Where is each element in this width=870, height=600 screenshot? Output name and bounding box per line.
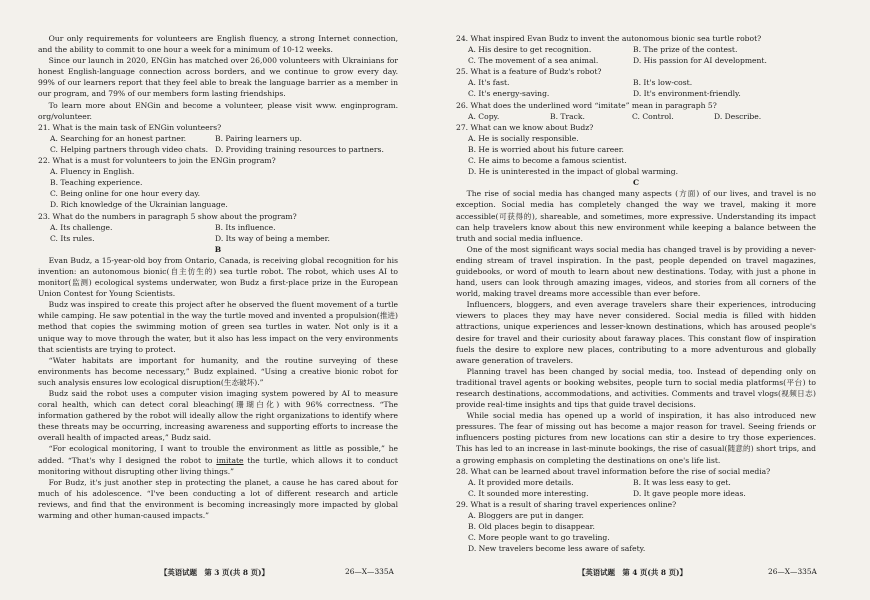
paragraph: Our only requirements for volunteers are English fluency, a strong Internet connection, and the ability to commit to one hour a week for a minimum of 10-12 weeks.: [38, 34, 398, 55]
option: C. It's energy-saving.: [468, 89, 550, 99]
paragraph: The rise of social media has changed many aspects (方面) of our lives, and travel is no exception. Social media has completely changed the way we travel, making it more accessible(可获得的), shareable, and sometimes, more expressive. Understanding its impact can help travelers know about this new environment while keeping a balance between the truth and social media influence.: [456, 189, 816, 243]
option: A. It's fast.: [468, 78, 510, 88]
option: B. Pairing learners up.: [215, 133, 302, 143]
option: B. Teaching experience.: [50, 178, 143, 188]
paragraph: Since our launch in 2020, ENGin has matched over 26,000 volunteers with Ukrainians for honest English-language connection across borders, and we continue to grow every day. 99% of our learners report that they feel able to break the language barrier as a member in our program, and 79% of our members form lasting friendships.: [38, 56, 398, 99]
paragraph: While social media has opened up a world of inspiration, it has also introduced new pressures. The fear of missing out has become a major reason for travel. Seeing friends or influencers posting pictures from new locations can stir a desire to try those experiences. This has led to an increase in last-minute bookings, the rise of casual(随意的) short trips, and a growing emphasis on completing the destinations on one's life list.: [456, 411, 816, 465]
exam-code-right: 26—X—335A: [768, 567, 817, 576]
paragraph: Evan Budz, a 15-year-old boy from Ontario, Canada, is receiving global recognition for his invention: an autonomous bionic(自主仿生的) sea turtle robot. The robot, which uses AI to monitor(监测) ecological systems underwater, won Budz a first-place prize in the European Union Contest for Young Scientists.: [38, 255, 398, 299]
option: B. Track.: [550, 111, 585, 121]
question-28-options: [456, 477, 816, 499]
option: C. The movement of a sea animal.: [468, 56, 599, 66]
option: D. His passion for AI development.: [633, 56, 767, 66]
option: A. His desire to get recognition.: [468, 45, 592, 55]
question-21-options: [38, 133, 398, 155]
option: A. Searching for an honest partner.: [50, 133, 187, 143]
option: A. Copy.: [468, 111, 500, 121]
question-22-options: [38, 166, 398, 210]
option: A. Its challenge.: [50, 222, 113, 232]
paragraph-part: “For ecological monitoring, I want to trouble the environment as little as possible,” he added. “That's why I designed the robot to: [38, 444, 398, 465]
left-page-column: [38, 33, 398, 521]
paragraph: Budz was inspired to create this project after he observed the fluent movement of a turtle while camping. He saw potential in the way the turtle moved and invented a propulsion(推进) method that copies the swimming motion of green sea turtles in water. Not only is it a unique way to move through the water, but it also has less impact on the very environments that scientists are trying to protect.: [38, 300, 398, 354]
option: D. New travelers become less aware of safety.: [468, 544, 646, 554]
question-27-stem: 27. What can we know about Budz?: [456, 122, 594, 132]
option: C. He aims to become a famous scientist.: [468, 156, 627, 166]
option: D. It's environment-friendly.: [633, 89, 741, 99]
option: B. It's low-cost.: [633, 78, 693, 88]
question-28-stem: 28. What can be learned about travel information before the rise of social media?: [456, 466, 771, 476]
paragraph: Influencers, bloggers, and even average travelers share their experiences, introducing viewers to places they may have never considered. Social media is filled with hidden attractions, unique experiences and lesser-known destinations, which has aroused people's desire for travel and their curiosity about faraway places. This constant flow of inspiration fuels the desire to explore new places, contributing to a more adventurous and globally aware generation of travelers.: [456, 300, 816, 365]
option: B. It was less easy to get.: [633, 477, 731, 487]
option: D. He is uninterested in the impact of global warming.: [468, 167, 679, 177]
question-21-stem: 21. What is the main task of ENGin volunteers?: [38, 122, 222, 132]
option: B. The prize of the contest.: [633, 45, 738, 55]
option: C. Its rules.: [50, 233, 95, 243]
option: C. More people want to go traveling.: [468, 533, 610, 543]
right-page-column: [456, 33, 816, 554]
option: A. He is socially responsible.: [468, 133, 579, 143]
option: B. Old places begin to disappear.: [468, 522, 595, 532]
page-footer-left: 【英语试题 第 3 页(共 8 页)】: [160, 568, 269, 577]
option: C. Control.: [632, 111, 674, 121]
option: D. Its way of being a member.: [215, 233, 330, 243]
paragraph: Budz said the robot uses a computer vision imaging system powered by AI to measure coral health, which can detect coral bleaching(珊瑚白化) with 96% correctness. “The information gathered by the robot will ideally allow the right organizations to identify where these threats may be occurring, increasing awareness and supporting efforts to increase the overall health of impacted areas,” Budz said.: [38, 389, 398, 443]
option: C. Being online for one hour every day.: [50, 189, 201, 199]
option: D. Describe.: [714, 111, 762, 121]
question-24-stem: 24. What inspired Evan Budz to invent the autonomous bionic sea turtle robot?: [456, 34, 762, 43]
question-25-stem: 25. What is a feature of Budz's robot?: [456, 67, 602, 77]
option: D. Rich knowledge of the Ukrainian language.: [50, 200, 228, 210]
question-27-options: [456, 133, 816, 177]
option: C. It sounded more interesting.: [468, 488, 589, 498]
paragraph: To learn more about ENGin and become a volunteer, please visit www. enginprogram. org/volunteer.: [38, 100, 398, 121]
option: A. Fluency in English.: [50, 167, 135, 177]
question-23-stem: 23. What do the numbers in paragraph 5 show about the program?: [38, 211, 297, 221]
option: B. Its influence.: [215, 222, 276, 232]
question-24-options: [456, 44, 816, 66]
paragraph: “Water habitats are important for humanity, and the routine surveying of these environments has become necessary,” Budz explained. “Using a creative bionic robot for such analysis ensures low ecological disruption(生态破坏).”: [38, 355, 398, 387]
option: B. He is worried about his future career.: [468, 144, 624, 154]
option: A. It provided more details.: [468, 477, 574, 487]
question-22-stem: 22. What is a must for volunteers to join the ENGin program?: [38, 156, 276, 166]
page-footer-right: 【英语试题 第 4 页(共 8 页)】: [578, 568, 687, 577]
section-heading-c: C: [632, 178, 640, 188]
section-heading-b: B: [214, 244, 222, 254]
question-25-options: [456, 77, 816, 99]
paragraph-part: the turtle, which allows it to conduct monitoring without disrupting other living things.”: [38, 455, 398, 476]
paragraph: Planning travel has been changed by social media, too. Instead of depending only on traditional travel agents or booking websites, people turn to social media platforms(平台) to research destinations, accommodations, and activities. Comments and travel vlogs(视频日志) provide real-time insights and tips that guide travel decisions.: [456, 366, 816, 410]
paragraph: For Budz, it's just another step in protecting the planet, a cause he has cared about for much of his adolescence. “I've been conducting a lot of different research and article reviews, and find that the environment is becoming increasingly more impacted by global warming and other human-caused impacts.”: [38, 477, 398, 521]
question-26-stem: 26. What does the underlined word “imitate” mean in paragraph 5?: [456, 100, 717, 110]
option: C. Helping partners through video chats.: [50, 144, 209, 154]
question-29-options: [456, 510, 816, 554]
paragraph: [38, 443, 398, 476]
question-26-options: [456, 111, 816, 122]
option: A. Bloggers are put in danger.: [468, 511, 584, 521]
option: D. It gave people more ideas.: [633, 488, 746, 498]
underlined-word: imitate: [216, 455, 244, 465]
question-23-options: [38, 222, 398, 244]
question-29-stem: 29. What is a result of sharing travel experiences online?: [456, 499, 677, 509]
paragraph: One of the most significant ways social media has changed travel is by providing a never-ending stream of travel inspiration. In the past, people depended on travel magazines, guidebooks, or word of mouth to learn about new destinations. Today, with just a phone in hand, users can look through amazing images, videos, and stories from all corners of the world, making travel dreams more accessible than ever before.: [456, 244, 816, 299]
exam-code-left: 26—X—335A: [345, 567, 394, 576]
option: D. Providing training resources to partners.: [215, 144, 384, 154]
